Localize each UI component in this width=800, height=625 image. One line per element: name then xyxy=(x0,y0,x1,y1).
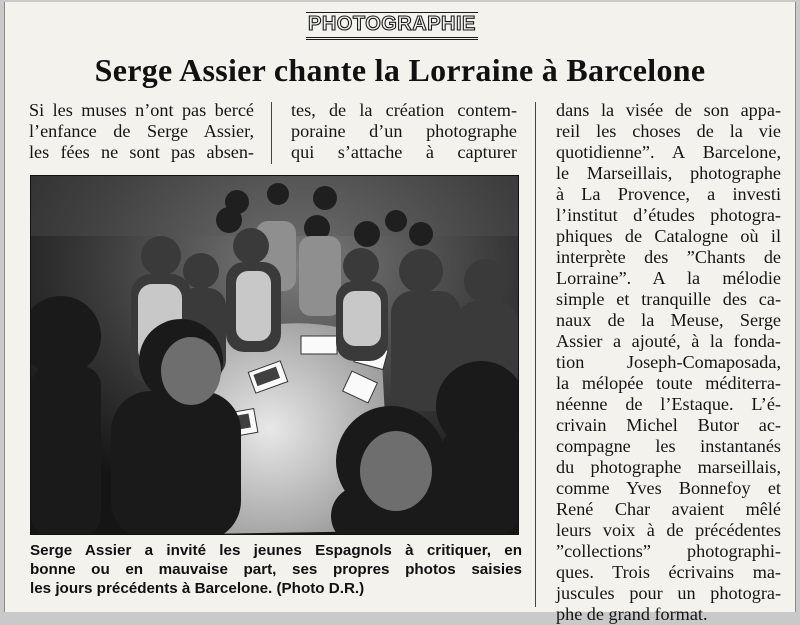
text-line: néenne de l’Estaque. L’é- xyxy=(556,394,781,414)
text-line: Lorraine”. A la mélodie xyxy=(556,268,781,288)
text-line: dans la visée de son appa- xyxy=(556,100,781,120)
article-photo xyxy=(30,175,519,535)
column-rule xyxy=(271,102,272,164)
text-line: les fées ne sont pas absen- xyxy=(29,142,254,162)
text-line: juscules pour un photogra- xyxy=(556,583,781,603)
text-line: Assier a ajouté, à la fonda- xyxy=(556,331,781,351)
text-line: interprète des ”Chants de xyxy=(556,247,781,267)
section-kicker: PHOTOGRAPHIE xyxy=(306,12,478,40)
caption-line: les jours précédents à Barcelone. (Photo D.R.) xyxy=(30,580,365,597)
text-line: naux de la Meuse, Serge xyxy=(556,310,781,330)
text-line: ques. Trois écrivains ma- xyxy=(556,562,781,582)
text-line: poraine d’un photographe xyxy=(291,121,517,141)
text-column-2 xyxy=(291,100,517,163)
text-line: ”collections” photographi- xyxy=(556,541,781,561)
text-line: la mélopée toute méditerra- xyxy=(556,373,781,393)
text-line: compagne les instantanés xyxy=(556,436,781,456)
text-line: comme Yves Bonnefoy et xyxy=(556,478,781,498)
photo-illustration xyxy=(31,176,518,534)
photo-caption xyxy=(30,541,522,598)
caption-line: bonne ou en mauvaise part, ses propres photos saisies xyxy=(30,561,522,578)
text-line: du photographe marseillais, xyxy=(556,457,781,477)
text-line: à La Provence, a investi xyxy=(556,184,781,204)
text-line: simple et tranquille des ca- xyxy=(556,289,781,309)
text-line: tion Joseph-Comaposada, xyxy=(556,352,781,372)
text-line: reil les choses de la vie xyxy=(556,121,781,141)
text-column-1 xyxy=(29,100,254,163)
text-line: phe de grand format. xyxy=(556,604,708,624)
text-line: l’institut d’études photogra- xyxy=(556,205,781,225)
text-line: crivain Michel Butor ac- xyxy=(556,415,781,435)
text-line: leurs voix à de précédentes xyxy=(556,520,781,540)
text-column-3 xyxy=(556,100,781,625)
caption-line: Serge Assier a invité les jeunes Espagnols à critiquer, en xyxy=(30,542,522,559)
text-line: phiques de Catalogne où il xyxy=(556,226,781,246)
text-line: le Marseillais, photographe xyxy=(556,163,781,183)
text-line: tes, de la création contem- xyxy=(291,100,517,120)
text-line: René Char avaient mêlé xyxy=(556,499,781,519)
text-line: quotidienne”. A Barcelone, xyxy=(556,142,781,162)
text-line: qui s’attache à capturer xyxy=(291,142,517,162)
text-line: l’enfance de Serge Assier, xyxy=(29,121,254,141)
text-line: Si les muses n’ont pas bercé xyxy=(29,100,254,120)
column-rule xyxy=(535,102,536,607)
article-headline: Serge Assier chante la Lorraine à Barcelone xyxy=(94,52,706,88)
